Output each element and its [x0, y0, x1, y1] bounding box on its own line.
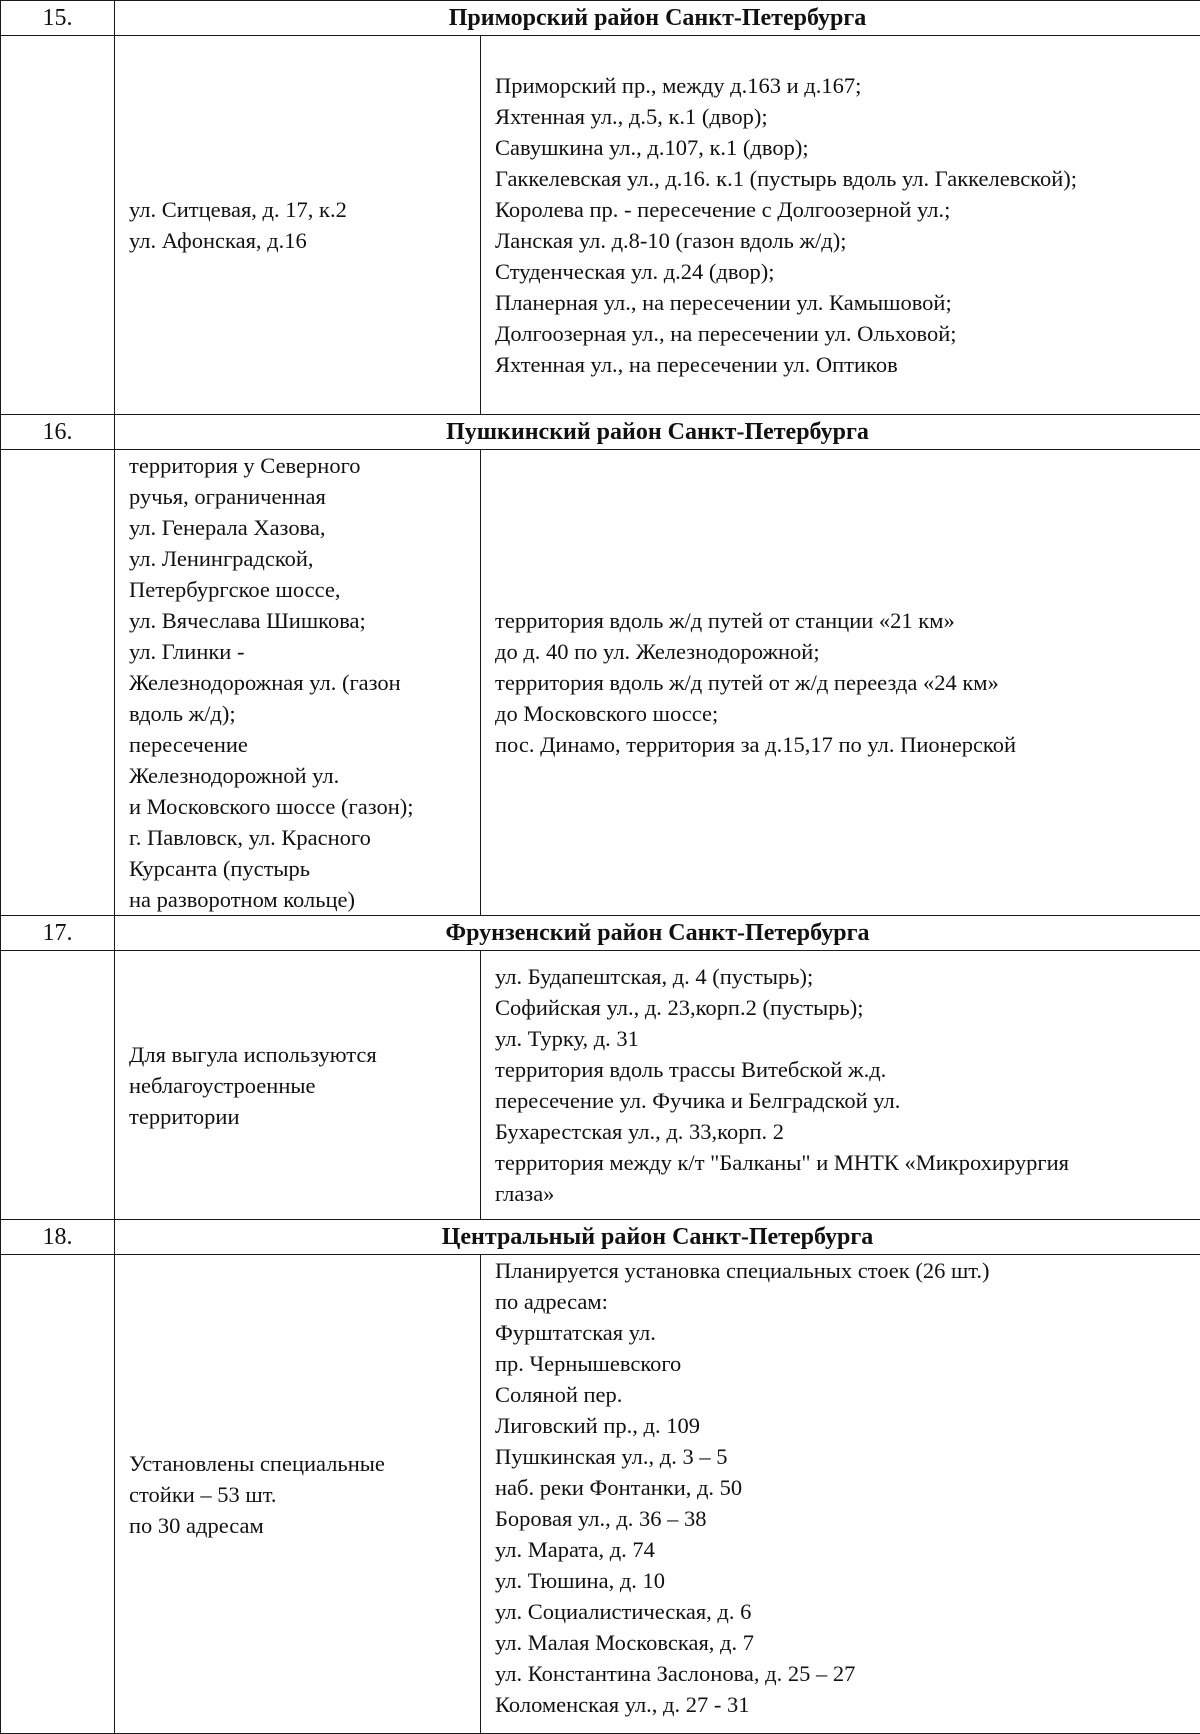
table-body	[1, 1, 1200, 1734]
section-content-row	[1, 1255, 1200, 1734]
section-header-row	[1, 415, 1200, 450]
left-lines	[115, 450, 480, 915]
left-lines	[115, 1448, 480, 1541]
section-number: 18.	[1, 1220, 115, 1255]
right-lines	[481, 1255, 1200, 1720]
address-line: стойки – 53 шт.	[129, 1479, 480, 1510]
address-line: Железнодорожная ул. (газон	[129, 667, 480, 698]
address-line: по адресам:	[495, 1286, 1200, 1317]
district-name: Приморский район Санкт-Петербурга	[115, 1, 1200, 36]
planned-areas-cell	[481, 1255, 1200, 1734]
address-line: пр. Чернышевского	[495, 1348, 1200, 1379]
address-line: пос. Динамо, территория за д.15,17 по ул. Пионерской	[495, 729, 1200, 760]
district-name: Фрунзенский район Санкт-Петербурга	[115, 916, 1200, 951]
address-line: Курсанта (пустырь	[129, 853, 480, 884]
section-content-row	[1, 36, 1200, 415]
section-content-row	[1, 450, 1200, 916]
address-line: Для выгула используются	[129, 1039, 480, 1070]
number-cell-empty	[1, 1255, 115, 1734]
address-line: Петербургское шоссе,	[129, 574, 480, 605]
right-lines	[481, 605, 1200, 760]
address-line: по 30 адресам	[129, 1510, 480, 1541]
right-lines	[481, 70, 1200, 380]
address-line: Савушкина ул., д.107, к.1 (двор);	[495, 132, 1200, 163]
address-line: Приморский пр., между д.163 и д.167;	[495, 70, 1200, 101]
address-line: Коломенская ул., д. 27 - 31	[495, 1689, 1200, 1720]
address-line: ул. Социалистическая, д. 6	[495, 1596, 1200, 1627]
address-line: Королева пр. - пересечение с Долгоозерной ул.;	[495, 194, 1200, 225]
address-line: Бухарестская ул., д. 33,корп. 2	[495, 1116, 1200, 1147]
address-line: Яхтенная ул., д.5, к.1 (двор);	[495, 101, 1200, 132]
address-line: Студенческая ул. д.24 (двор);	[495, 256, 1200, 287]
existing-areas-cell	[115, 951, 481, 1220]
address-line: Лиговский пр., д. 109	[495, 1410, 1200, 1441]
address-line: ул. Глинки -	[129, 636, 480, 667]
existing-areas-cell	[115, 1255, 481, 1734]
address-line: Боровая ул., д. 36 – 38	[495, 1503, 1200, 1534]
address-line: территория вдоль ж/д путей от ж/д переезда «24 км»	[495, 667, 1200, 698]
address-line: ул. Ситцевая, д. 17, к.2	[129, 194, 480, 225]
planned-areas-cell	[481, 450, 1200, 916]
address-line: пересечение ул. Фучика и Белградской ул.	[495, 1085, 1200, 1116]
address-line: и Московского шоссе (газон);	[129, 791, 480, 822]
left-lines	[115, 194, 480, 256]
address-line: территории	[129, 1101, 480, 1132]
address-line: Пушкинская ул., д. 3 – 5	[495, 1441, 1200, 1472]
address-line: территория вдоль трассы Витебской ж.д.	[495, 1054, 1200, 1085]
number-cell-empty	[1, 951, 115, 1220]
address-line: ул. Константина Заслонова, д. 25 – 27	[495, 1658, 1200, 1689]
number-cell-empty	[1, 450, 115, 916]
address-line: ул. Ленинградской,	[129, 543, 480, 574]
address-line: Фурштатская ул.	[495, 1317, 1200, 1348]
address-line: Софийская ул., д. 23,корп.2 (пустырь);	[495, 992, 1200, 1023]
address-line: до д. 40 по ул. Железнодорожной;	[495, 636, 1200, 667]
address-line: ул. Малая Московская, д. 7	[495, 1627, 1200, 1658]
address-line: ул. Афонская, д.16	[129, 225, 480, 256]
existing-areas-cell	[115, 36, 481, 415]
address-line: вдоль ж/д);	[129, 698, 480, 729]
address-line: Соляной пер.	[495, 1379, 1200, 1410]
address-line: на разворотном кольце)	[129, 884, 480, 915]
address-line: г. Павловск, ул. Красного	[129, 822, 480, 853]
address-line: ул. Турку, д. 31	[495, 1023, 1200, 1054]
address-line: Железнодорожной ул.	[129, 760, 480, 791]
section-number: 16.	[1, 415, 115, 450]
address-line: глаза»	[495, 1178, 1200, 1209]
address-line: ул. Будапештская, д. 4 (пустырь);	[495, 961, 1200, 992]
right-lines	[481, 961, 1200, 1209]
section-header-row	[1, 1220, 1200, 1255]
existing-areas-cell	[115, 450, 481, 916]
address-line: пересечение	[129, 729, 480, 760]
section-content-row	[1, 951, 1200, 1220]
address-line: Долгоозерная ул., на пересечении ул. Ольховой;	[495, 318, 1200, 349]
address-line: ул. Марата, д. 74	[495, 1534, 1200, 1565]
address-line: Планерная ул., на пересечении ул. Камышовой;	[495, 287, 1200, 318]
section-header-row	[1, 916, 1200, 951]
number-cell-empty	[1, 36, 115, 415]
address-line: до Московского шоссе;	[495, 698, 1200, 729]
section-number: 17.	[1, 916, 115, 951]
address-line: Планируется установка специальных стоек (26 шт.)	[495, 1255, 1200, 1286]
address-line: ручья, ограниченная	[129, 481, 480, 512]
address-line: территория между к/т "Балканы" и МНТК «Микрохирургия	[495, 1147, 1200, 1178]
planned-areas-cell	[481, 951, 1200, 1220]
address-line: Установлены специальные	[129, 1448, 480, 1479]
address-line: ул. Тюшина, д. 10	[495, 1565, 1200, 1596]
district-name: Пушкинский район Санкт-Петербурга	[115, 415, 1200, 450]
planned-areas-cell	[481, 36, 1200, 415]
section-number: 15.	[1, 1, 115, 36]
address-line: Ланская ул. д.8-10 (газон вдоль ж/д);	[495, 225, 1200, 256]
district-name: Центральный район Санкт-Петербурга	[115, 1220, 1200, 1255]
address-line: ул. Вячеслава Шишкова;	[129, 605, 480, 636]
address-line: территория вдоль ж/д путей от станции «21 км»	[495, 605, 1200, 636]
address-line: территория у Северного	[129, 450, 480, 481]
address-line: наб. реки Фонтанки, д. 50	[495, 1472, 1200, 1503]
section-header-row	[1, 1, 1200, 36]
address-line: Гаккелевская ул., д.16. к.1 (пустырь вдоль ул. Гаккелевской);	[495, 163, 1200, 194]
left-lines	[115, 1039, 480, 1132]
address-line: неблагоустроенные	[129, 1070, 480, 1101]
address-line: Яхтенная ул., на пересечении ул. Оптиков	[495, 349, 1200, 380]
address-line: ул. Генерала Хазова,	[129, 512, 480, 543]
